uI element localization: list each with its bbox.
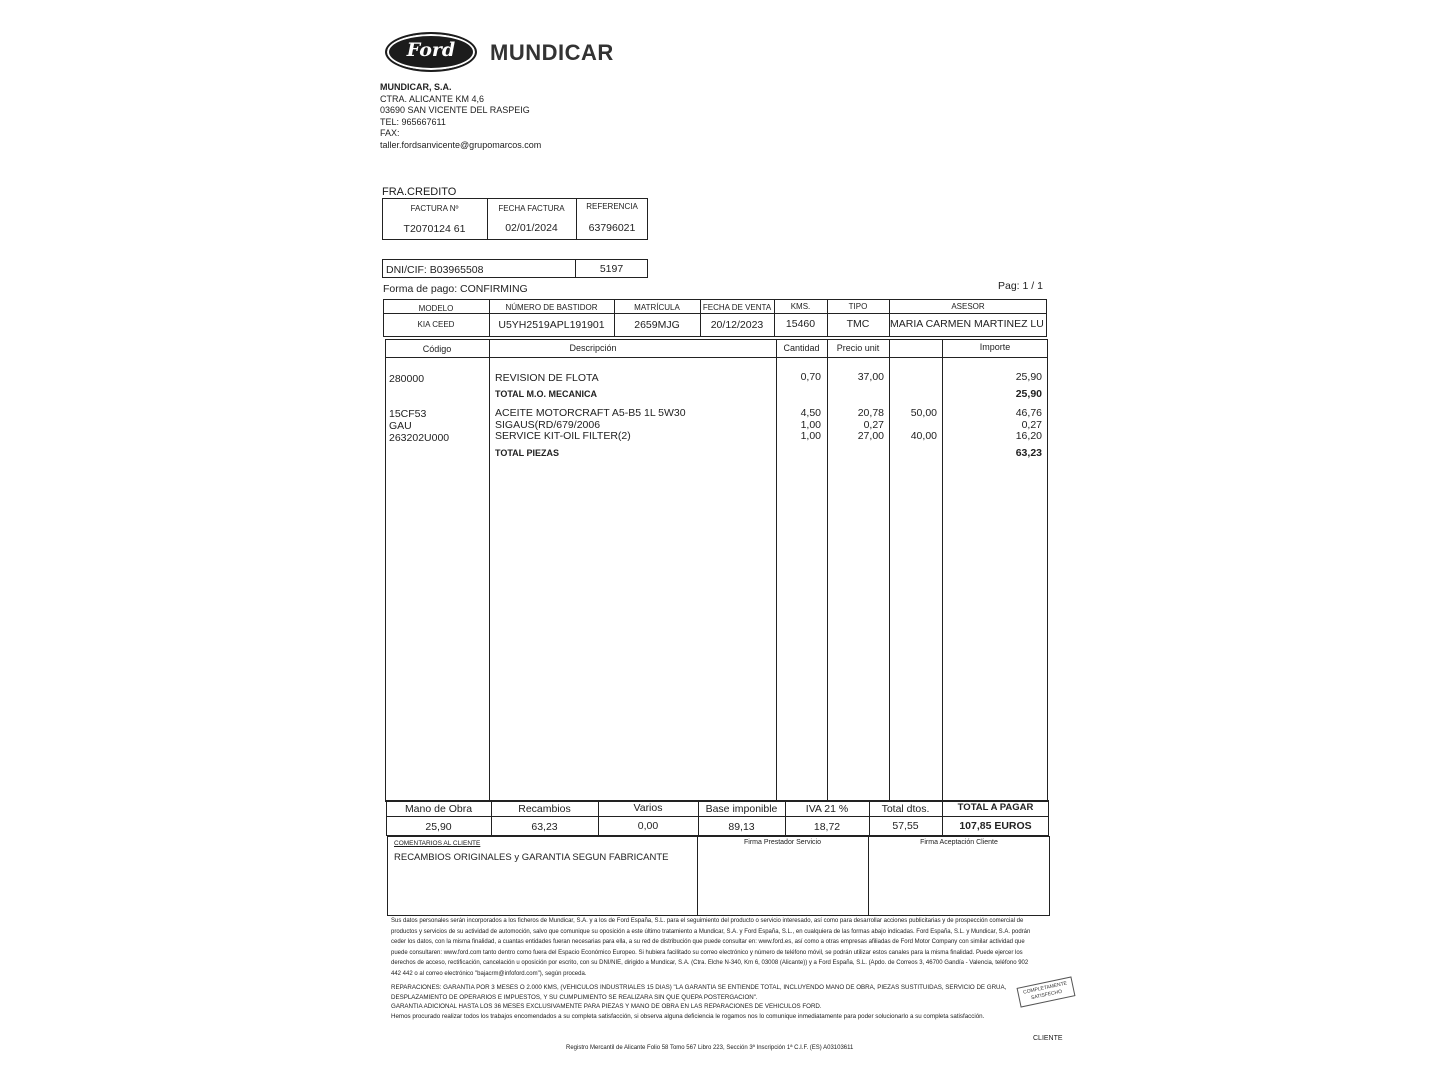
total-value: 107,85 EUROS — [959, 820, 1032, 832]
divider — [697, 836, 698, 916]
firma-cliente: Firma Aceptación Cliente — [920, 839, 998, 846]
line-descripcion: TOTAL M.O. MECANICA — [495, 389, 597, 399]
dtos-value: 57,55 — [892, 820, 919, 832]
factura-value: T2070124 61 — [403, 223, 466, 235]
importe-header: Importe — [979, 342, 1011, 352]
line-dto: 50,00 — [910, 407, 937, 419]
warranty-line: REPARACIONES: GARANTIA POR 3 MESES O 2.000 KMS, (VEHICULOS INDUSTRIALES 15 DIAS) "LA GARANTIA SE ENTIENDE TOTAL, INCLUYENDO MANO DE OBRA, PIEZAS SUSTITUIDAS, SERVICIO DE GRUA, — [391, 984, 1007, 991]
line-codigo: GAU — [389, 420, 412, 432]
line-precio: 37,00 — [857, 371, 884, 383]
comments-label: COMENTARIOS AL CLIENTE — [394, 840, 481, 847]
codigo-header: Código — [422, 344, 452, 354]
company-name: MUNDICAR, S.A. — [380, 82, 452, 92]
cliente-label: CLIENTE — [1033, 1035, 1063, 1042]
base-label: Base imponible — [705, 803, 778, 815]
comments-text: RECAMBIOS ORIGINALES y GARANTIA SEGUN FABRICANTE — [394, 852, 669, 863]
line-cantidad: 0,70 — [800, 371, 821, 383]
company-address1: CTRA. ALICANTE KM 4,6 — [380, 93, 485, 104]
fecha-venta-value: 20/12/2023 — [710, 319, 764, 331]
privacy-line: productos y servicios de su actividad de automoción, salvo que comunique su oposición a este último tratamiento a Mundicar, S.A. y Ford España, S.L., en cualquiera de las formas abajo indicadas. Ford España, S.L. y Mundicar, S.A. podrán — [391, 928, 1031, 935]
divider — [385, 357, 1048, 358]
precio-header: Precio unit — [836, 343, 880, 353]
warranty-line: DESPLAZAMIENTO DE OPERARIOS E IMPUESTOS, Y SU CUMPLIMIENTO SE REALIZARA SIN QUE QUEPA POSTERGACION". — [391, 993, 758, 1001]
privacy-line: derechos de acceso, rectificación, cancelación u oposición por escrito, con su DNI/NIE, dirigido a Mundicar, S.A. (Ctra. Elche N-340, Km 6, 03008 (Alicante)) y a Ford España, S.L. (Apdo. de Correos 3, 46700 Gandía - Valencia, teléfono 902 — [391, 960, 1029, 966]
line-codigo: 280000 — [389, 373, 425, 385]
privacy-line: puede consultaren: www.ford.com tanto dentro como fuera del Espacio Económico Europeo. Si hubiera facilitado su correo electrónico y número de teléfono móvil, se podrán utilizar estos canales para la misma finalidad. Puede ejercer los — [391, 949, 1023, 956]
warranty-line: GARANTIA ADICIONAL HASTA LOS 36 MESES EXCLUSIVAMENTE PARA PIEZAS Y MANO DE OBRA EN LAS REPARACIONES DE VEHICULOS FORD. — [391, 1003, 822, 1010]
asesor-label: ASESOR — [951, 302, 985, 311]
line-codigo: 263202U000 — [389, 432, 450, 444]
tipo-label: TIPO — [848, 302, 868, 311]
line-cantidad: 1,00 — [800, 430, 821, 442]
factura-label: FACTURA Nº — [410, 204, 459, 213]
company-info — [380, 82, 541, 152]
referencia-value: 63796021 — [588, 222, 636, 234]
divider — [868, 836, 869, 916]
varios-value: 0,00 — [637, 820, 659, 832]
mano-value: 25,90 — [425, 821, 452, 833]
line-descripcion: SERVICE KIT-OIL FILTER(2) — [495, 430, 631, 442]
matricula-value: 2659MJG — [634, 319, 680, 331]
dni-value: DNI/CIF: B03965508 — [386, 264, 484, 276]
privacy-text — [391, 916, 1051, 979]
line-codigo: 15CF53 — [389, 408, 427, 420]
dtos-label: Total dtos. — [881, 803, 930, 815]
page-number: Pag: 1 / 1 — [998, 280, 1043, 292]
modelo-value: KIA CEED — [417, 320, 455, 329]
tipo-value: TMC — [846, 318, 870, 330]
comments-box — [387, 836, 1050, 916]
warranty-line: Hemos procurado realizar todos los trabajos encomendados a su completa satisfacción, si observa alguna deficiencia le rogamos nos lo comunique inmediatamente para poder solucionarlo a su completa satisfacción. — [391, 1012, 985, 1020]
recambios-label: Recambios — [518, 803, 571, 815]
referencia-label: REFERENCIA — [586, 202, 638, 211]
company-tel: TEL: 965667611 — [380, 116, 446, 127]
fecha-label: FECHA FACTURA — [498, 204, 565, 213]
fecha-venta-label: FECHA DE VENTA — [702, 303, 772, 312]
bastidor-value: U5YH2519APL191901 — [498, 319, 605, 331]
modelo-label: MODELO — [418, 304, 454, 313]
line-descripcion: SIGAUS(RD/679/2006 — [495, 419, 601, 431]
brand-name: MUNDICAR — [490, 40, 614, 65]
kms-label: KMS. — [790, 302, 811, 311]
line-descripcion: ACEITE MOTORCRAFT A5-B5 1L 5W30 — [495, 407, 686, 419]
fecha-value: 02/01/2024 — [505, 222, 558, 234]
line-importe: 46,76 — [1015, 407, 1042, 419]
ford-logo — [385, 32, 477, 72]
line-descripcion: TOTAL PIEZAS — [495, 448, 560, 458]
asesor-value: MARIA CARMEN MARTINEZ LU — [890, 318, 1044, 330]
line-descripcion: REVISION DE FLOTA — [495, 372, 599, 384]
company-address2: 03690 SAN VICENTE DEL RASPEIG — [380, 105, 530, 116]
registro-text: Registro Mercantil de Alicante Folio 58 Tomo 567 Libro 223, Sección 3ª Inscripción 1ª C.I.F. (ES) A03103611 — [566, 1045, 854, 1051]
base-value: 89,13 — [728, 821, 755, 833]
satisfaction-stamp: COMPLETAMENTE SATISFECHO — [1017, 976, 1076, 1007]
invoice-type: FRA.CREDITO — [382, 186, 457, 198]
cantidad-header: Cantidad — [783, 343, 820, 353]
company-fax: FAX: — [380, 128, 400, 139]
matricula-label: MATRÍCULA — [634, 303, 680, 312]
line-importe: 25,90 — [1015, 388, 1042, 400]
varios-label: Varios — [633, 802, 663, 814]
warranty-text — [391, 983, 1011, 1021]
client-code: 5197 — [599, 263, 624, 275]
line-importe: 25,90 — [1015, 371, 1042, 383]
privacy-line: Sus datos personales serán incorporados a los ficheros de Mundicar, S.A. y a los de Ford España, S.L. para el seguimiento del producto o servicio interesado, así como para desarrollar acciones publicitarias y de prospección comercial de — [391, 918, 1024, 924]
ford-logo-text: Ford — [406, 39, 456, 61]
descripcion-header: Descripción — [569, 343, 617, 353]
total-label: TOTAL A PAGAR — [957, 802, 1034, 813]
bastidor-label: NÚMERO DE BASTIDOR — [505, 303, 598, 312]
company-email: taller.fordsanvicente@grupomarcos.com — [380, 139, 542, 150]
line-dto: 40,00 — [910, 430, 937, 442]
line-precio: 0,27 — [863, 419, 884, 431]
payment-method: Forma de pago: CONFIRMING — [383, 283, 528, 295]
line-cantidad: 1,00 — [800, 419, 821, 431]
iva-label: IVA 21 % — [805, 803, 849, 815]
divider — [383, 313, 1047, 314]
line-precio: 20,78 — [857, 407, 884, 419]
mano-label: Mano de Obra — [404, 803, 473, 815]
line-importe: 63,23 — [1015, 447, 1042, 459]
privacy-line: ceder los datos, con la misma finalidad, a cuantas entidades fueran necesarias para ella, a su red de distribución que puede consultar en: www.ford.es, así como a otras empresas afiliadas de Ford Motor Company con similar actividad que — [391, 939, 1025, 945]
privacy-line: 442 442 o al correo electrónico "bajacrm@infoford.com"), según proceda. — [391, 970, 587, 977]
iva-value: 18,72 — [813, 821, 841, 833]
divider — [489, 339, 490, 802]
line-importe: 0,27 — [1021, 419, 1042, 431]
kms-value: 15460 — [785, 318, 816, 330]
line-precio: 27,00 — [857, 430, 884, 442]
firma-prestador: Firma Prestador Servicio — [743, 839, 822, 846]
recambios-value: 63,23 — [531, 821, 558, 833]
divider — [386, 816, 1049, 817]
line-cantidad: 4,50 — [800, 407, 821, 419]
line-importe: 16,20 — [1015, 430, 1042, 442]
